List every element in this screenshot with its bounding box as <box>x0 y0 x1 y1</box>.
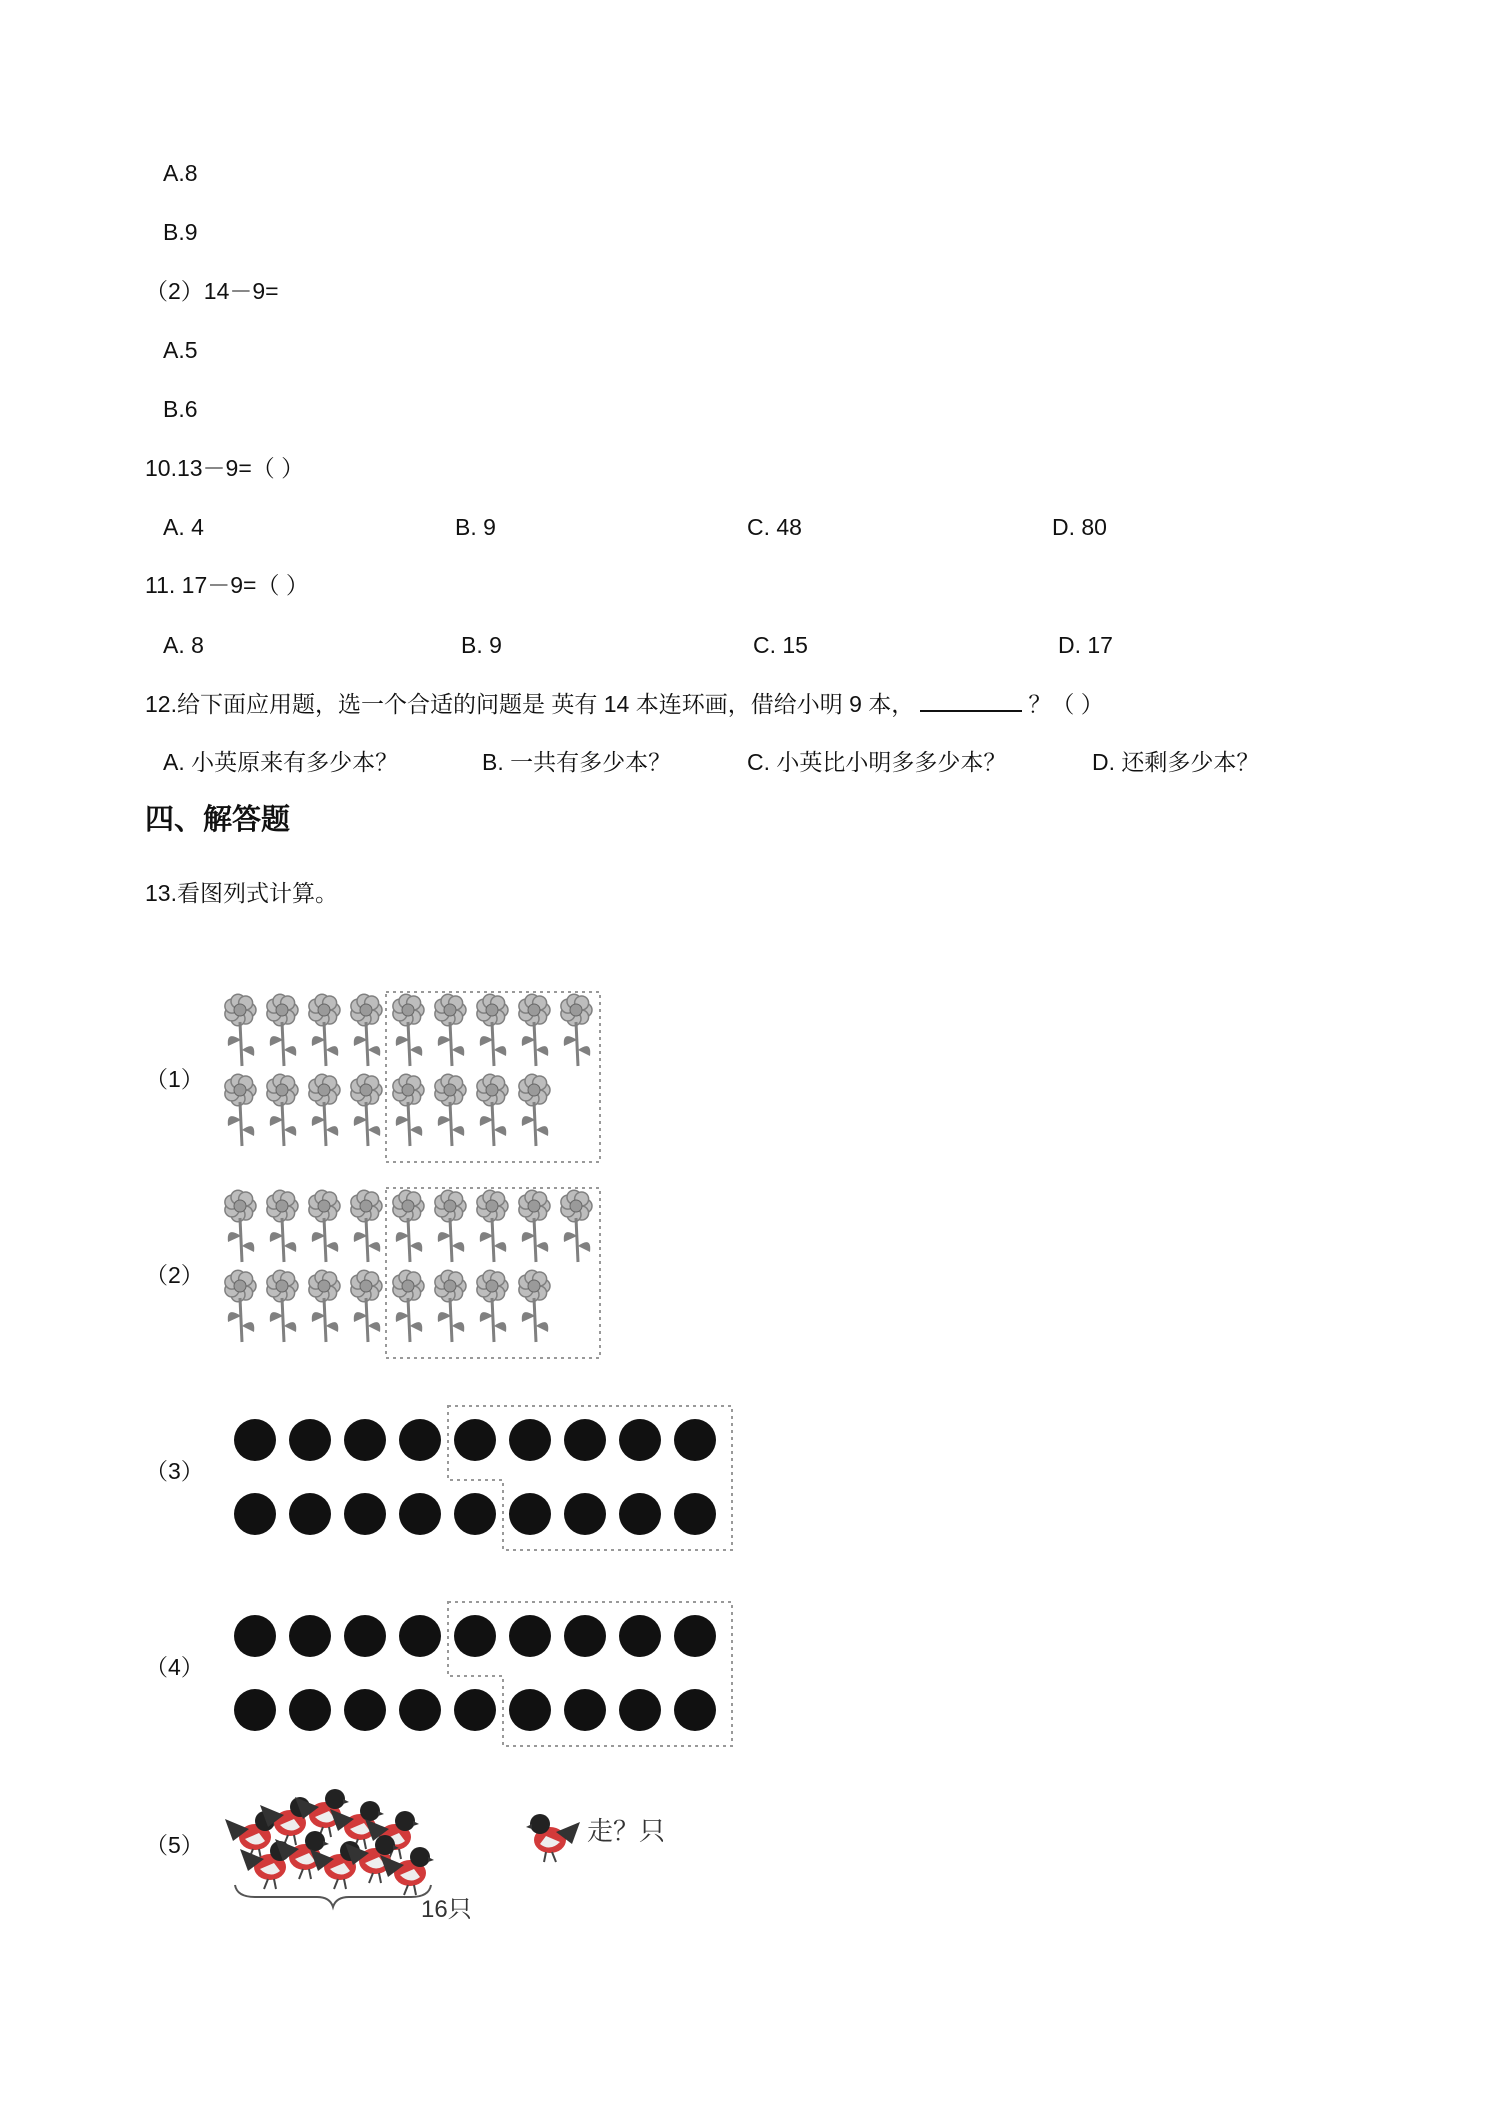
dot <box>564 1689 606 1731</box>
q12-stem-text: 12.给下面应用题，选一个合适的问题是 英有 14 本连环画，借给小明 9 本， <box>145 691 915 717</box>
flower-icon <box>435 994 466 1066</box>
dot <box>509 1493 551 1535</box>
q13-part-1-label: （1） <box>145 1066 204 1092</box>
dot <box>619 1419 661 1461</box>
flower-icon <box>393 1270 424 1342</box>
flower-icon <box>267 1074 298 1146</box>
flower-icon <box>477 1270 508 1342</box>
flower-icon <box>477 994 508 1066</box>
flower-icon <box>351 994 382 1066</box>
dot <box>399 1493 441 1535</box>
q11-option-a: A. 8 <box>163 632 204 658</box>
flower-icon <box>393 994 424 1066</box>
q9-option-b: B.9 <box>163 219 198 245</box>
q10-option-a: A. 4 <box>163 514 204 540</box>
q13-part-5-label: （5） <box>145 1832 204 1858</box>
q11-option-c: C. 15 <box>753 632 808 658</box>
q12-answer-blank <box>920 692 1022 712</box>
q13-part-5-bird-figure <box>225 1765 685 1930</box>
q11-stem: 11. 17－9=（ ） <box>145 572 309 598</box>
q11-option-d: D. 17 <box>1058 632 1113 658</box>
flower-icon <box>435 1190 466 1262</box>
q13-stem: 13.看图列式计算。 <box>145 880 338 906</box>
dot <box>619 1493 661 1535</box>
dot <box>674 1493 716 1535</box>
dot <box>289 1689 331 1731</box>
dot <box>564 1615 606 1657</box>
q10-option-b: B. 9 <box>455 514 496 540</box>
q9-sub2-option-b: B.6 <box>163 396 198 422</box>
dot <box>454 1493 496 1535</box>
q13-part-4-dot-figure <box>225 1596 745 1756</box>
dot <box>344 1615 386 1657</box>
flower-icon <box>309 1190 340 1262</box>
dot <box>234 1689 276 1731</box>
q9-option-a: A.8 <box>163 160 198 186</box>
flower-icon <box>351 1074 382 1146</box>
q9-sub2-option-a: A.5 <box>163 337 198 363</box>
dot <box>509 1689 551 1731</box>
bird-icon <box>526 1814 580 1862</box>
dot <box>289 1615 331 1657</box>
q9-subquestion-2: （2）14－9= <box>145 278 279 304</box>
flower-icon <box>519 1074 550 1146</box>
q12-stem <box>145 692 1104 716</box>
dot <box>399 1689 441 1731</box>
q12-option-a: A. 小英原来有多少本？ <box>163 749 399 775</box>
flower-icon <box>225 1270 256 1342</box>
q11-option-b: B. 9 <box>461 632 502 658</box>
dot <box>289 1493 331 1535</box>
flower-icon <box>267 1270 298 1342</box>
dot <box>509 1615 551 1657</box>
section-title: 四、解答题 <box>145 802 291 836</box>
flower-icon <box>435 1270 466 1342</box>
flower-icon <box>561 1190 592 1262</box>
flower-icon <box>519 1190 550 1262</box>
flower-icon <box>225 1074 256 1146</box>
q12-option-d: D. 还剩多少本？ <box>1092 749 1260 775</box>
q13-part-3-dot-figure <box>225 1400 745 1560</box>
dot <box>399 1615 441 1657</box>
dot <box>344 1419 386 1461</box>
q13-part-3-label: （3） <box>145 1458 204 1484</box>
dot <box>619 1689 661 1731</box>
flower-icon <box>477 1074 508 1146</box>
bird-total-text: 16只 <box>421 1896 472 1923</box>
dot <box>234 1615 276 1657</box>
q10-option-c: C. 48 <box>747 514 802 540</box>
dot <box>234 1493 276 1535</box>
dot <box>234 1419 276 1461</box>
dot <box>509 1419 551 1461</box>
flower-icon <box>351 1190 382 1262</box>
dot <box>619 1615 661 1657</box>
q12-option-b: B. 一共有多少本？ <box>482 749 672 775</box>
dot <box>674 1615 716 1657</box>
dot <box>344 1493 386 1535</box>
flower-icon <box>225 994 256 1066</box>
dot <box>454 1615 496 1657</box>
q13-part-1-flower-figure <box>215 990 615 1170</box>
flower-icon <box>519 994 550 1066</box>
bird-leaving-text: 走？只 <box>587 1816 666 1846</box>
dot <box>454 1419 496 1461</box>
flower-icon <box>351 1270 382 1342</box>
flower-icon <box>519 1270 550 1342</box>
dot <box>674 1689 716 1731</box>
flower-icon <box>435 1074 466 1146</box>
flower-icon <box>561 994 592 1066</box>
flower-icon <box>267 994 298 1066</box>
dot <box>564 1419 606 1461</box>
dot <box>564 1493 606 1535</box>
flower-icon <box>267 1190 298 1262</box>
q12-option-c: C. 小英比小明多多少本？ <box>747 749 1007 775</box>
dot <box>674 1419 716 1461</box>
dot <box>289 1419 331 1461</box>
flower-icon <box>309 1270 340 1342</box>
q13-part-2-label: （2） <box>145 1262 204 1288</box>
dot <box>454 1689 496 1731</box>
flower-icon <box>393 1074 424 1146</box>
q10-option-d: D. 80 <box>1052 514 1107 540</box>
flower-icon <box>477 1190 508 1262</box>
flower-icon <box>225 1190 256 1262</box>
flower-icon <box>309 1074 340 1146</box>
q10-stem: 10.13－9=（ ） <box>145 455 305 481</box>
dot <box>399 1419 441 1461</box>
flower-icon <box>309 994 340 1066</box>
q13-part-4-label: （4） <box>145 1654 204 1680</box>
dot <box>344 1689 386 1731</box>
q13-part-2-flower-figure <box>215 1186 615 1366</box>
q12-stem-suffix: ？（ ） <box>1028 691 1104 717</box>
flower-icon <box>393 1190 424 1262</box>
